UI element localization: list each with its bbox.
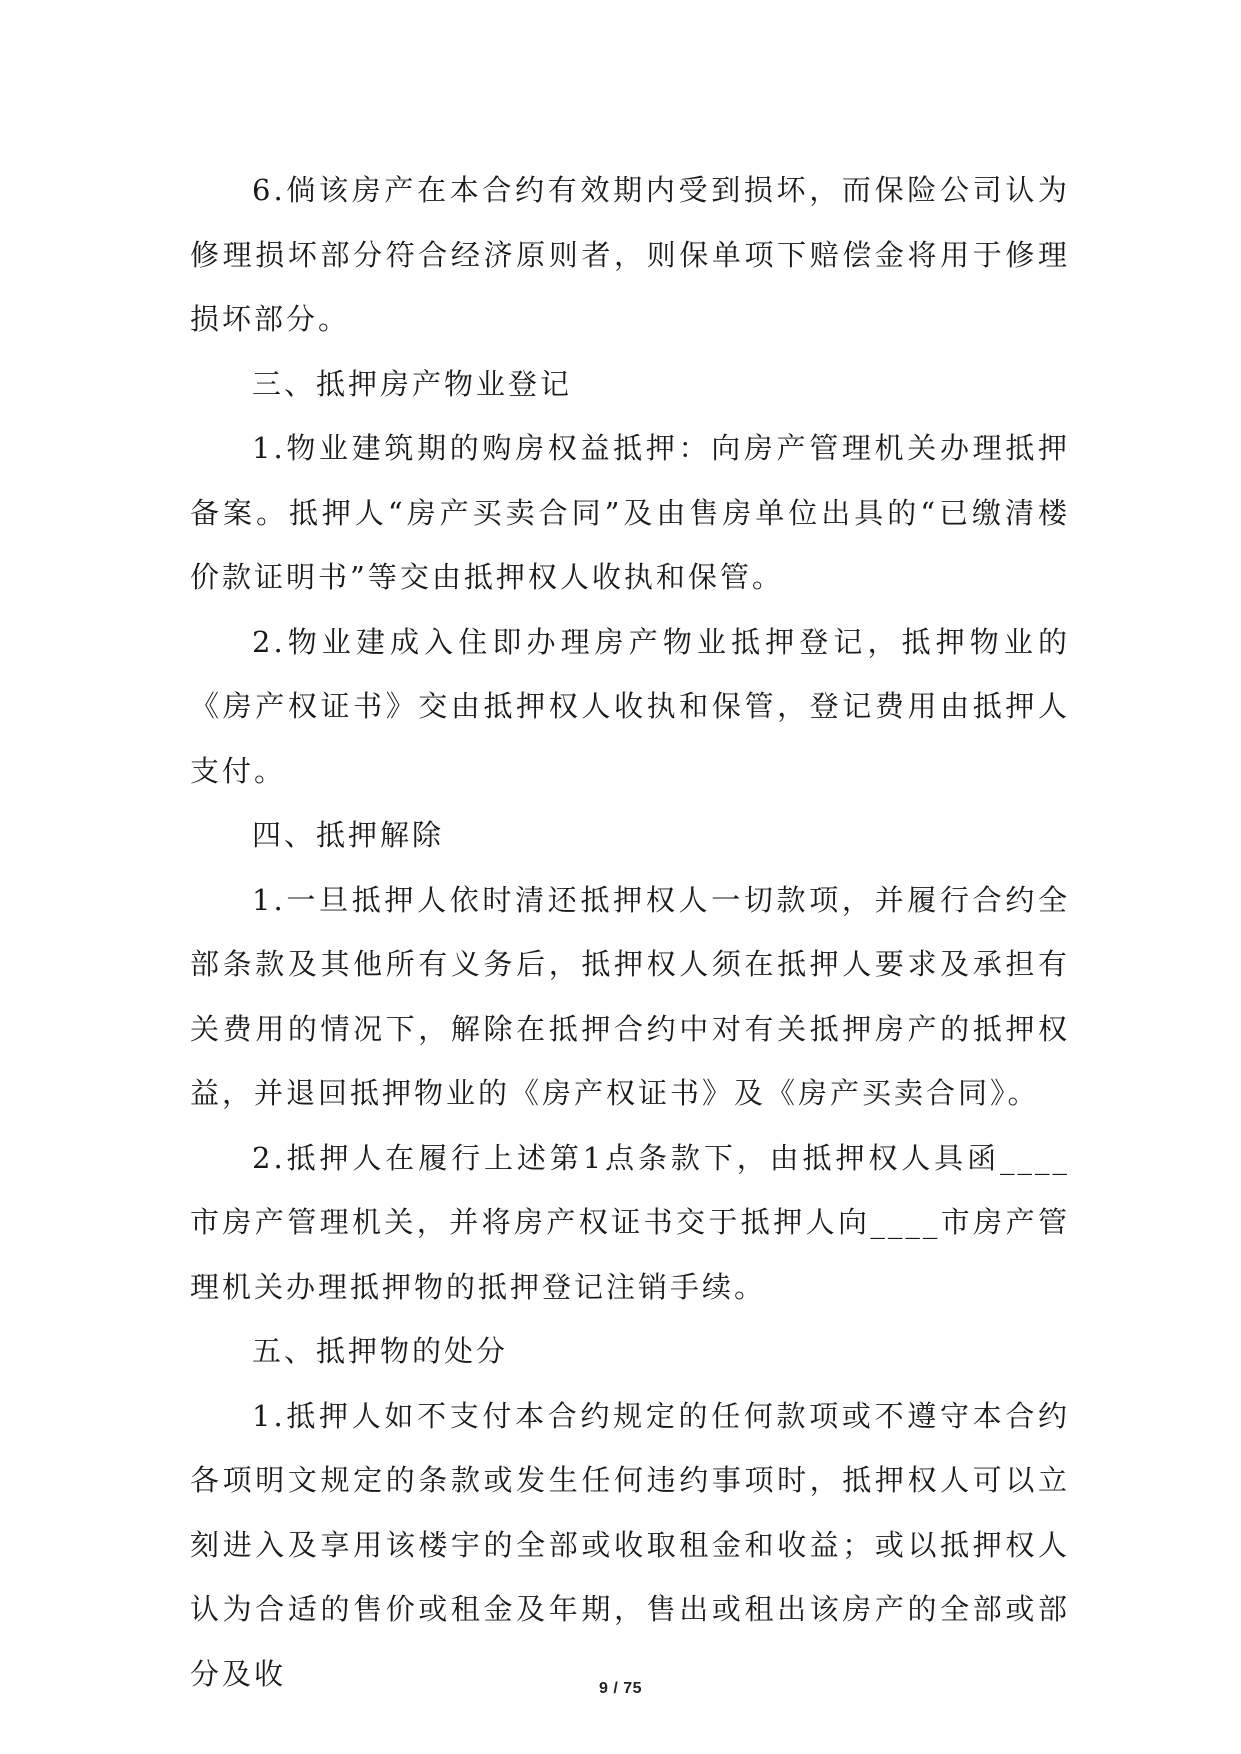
- page-number: 9 / 75: [598, 1680, 643, 1697]
- paragraph-registration-2: 2.物业建成入住即办理房产物业抵押登记，抵押物业的《房产权证书》交由抵押权人收执和保管，登记费用由抵押人支付。: [190, 624, 1070, 788]
- paragraph-disposal-1: 1.抵押人如不支付本合约规定的任何款项或不遵守本合约各项明文规定的条款或发生任何违约事项时，抵押权人可以立刻进入及享用该楼宇的全部或收取租金和收益；或以抵押权人认为合适的售价或租金及年期，售出或租出该房产的全部或部分及收: [190, 1398, 1070, 1691]
- paragraph-clause-6: 6.倘该房产在本合约有效期内受到损坏，而保险公司认为修理损坏部分符合经济原则者，则保单项下赔偿金将用于修理损坏部分。: [190, 173, 1070, 336]
- paragraph-release-2: 2.抵押人在履行上述第1点条款下，由抵押权人具函____市房产管理机关，并将房产权证书交于抵押人向____市房产管理机关办理抵押物的抵押登记注销手续。: [190, 1140, 1070, 1304]
- paragraph-registration-1: 1.物业建筑期的购房权益抵押：向房产管理机关办理抵押备案。抵押人“房产买卖合同”及由售房单位出具的“已缴清楼价款证明书”等交由抵押权人收执和保管。: [190, 431, 1070, 594]
- section-heading-5: 五、抵押物的处分: [252, 1334, 509, 1368]
- section-heading-4: 四、抵押解除: [252, 818, 445, 852]
- section-heading-3: 三、抵押房产物业登记: [252, 366, 573, 401]
- document-body: [190, 158, 1070, 1706]
- paragraph-release-1: 1.一旦抵押人依时清还抵押权人一切款项，并履行合约全部条款及其他所有义务后，抵押权人须在抵押人要求及承担有关费用的情况下，解除在抵押合约中对有关抵押房产的抵押权益，并退回抵押物业的《房产权证书》及《房产买卖合同》。: [190, 882, 1070, 1110]
